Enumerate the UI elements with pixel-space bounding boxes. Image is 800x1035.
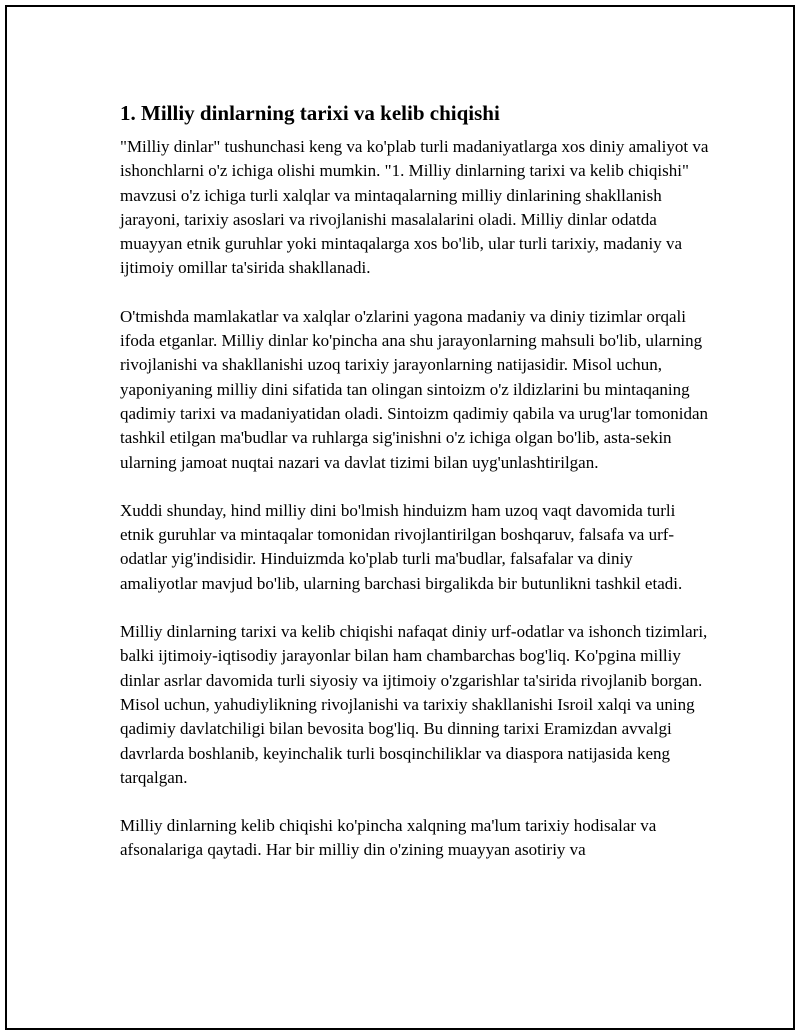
- section-title: 1. Milliy dinlarning tarixi va kelib chiqishi: [120, 101, 500, 125]
- paragraph-3: Xuddi shunday, hind milliy dini bo'lmish hinduizm ham uzoq vaqt davomida turli etnik guruhlar va mintaqalar tomonidan rivojlantirilgan boshqaruv, falsafa va urf-odatlar yig'indisidir. Hinduizmda ko'plab turli ma'budlar, falsafalar va diniy amaliyotlar mavjud bo'lib, ularning barchasi birgalikda bir butunlikni tashkil etadi.: [120, 500, 683, 593]
- paragraph-4: Milliy dinlarning tarixi va kelib chiqishi nafaqat diniy urf-odatlar va ishonch tizimlari, balki ijtimoiy-iqtisodiy jarayonlar bilan ham chambarchas bog'liq. Ko'pgina milliy dinlar asrlar davomida turli siyosiy va ijtimoiy o'zgarishlar ta'sirida rivojlanib borgan. Misol uchun, yahudiylikning rivojlanishi va tarixiy shakllanishi Isroil xalqi va uning qadimiy davlatchiligi bilan bevosita bog'liq. Bu dinning tarixi Eramizdan avvalgi davrlarda boshlanib, keyinchalik turli bosqinchiliklar va diaspora natijasida keng tarqalgan.: [120, 622, 708, 787]
- paragraph-5: Milliy dinlarning kelib chiqishi ko'pincha xalqning ma'lum tarixiy hodisalar va afsonalariga qaytadi. Har bir milliy din o'zining muayyan asotiriy va: [120, 816, 657, 860]
- document-content: [120, 98, 710, 887]
- document-page: [5, 5, 795, 1030]
- paragraph-1: "Milliy dinlar" tushunchasi keng va ko'plab turli madaniyatlarga xos diniy amaliyot va ishonchlarni o'z ichiga olishi mumkin. "1. Milliy dinlarning tarixi va kelib chiqishi" mavzusi o'z ichiga turli xalqlar va mintaqalarning milliy dinlarining shakllanish jarayoni, tarixiy asoslari va rivojlanishi masalalarini oladi. Milliy dinlar odatda muayyan etnik guruhlar yoki mintaqalarga xos bo'lib, ular turli tarixiy, madaniy va ijtimoiy omillar ta'sirida shakllanadi.: [120, 137, 709, 278]
- paragraph-2: O'tmishda mamlakatlar va xalqlar o'zlarini yagona madaniy va diniy tizimlar orqali ifoda etganlar. Milliy dinlar ko'pincha ana shu jarayonlarning mahsuli bo'lib, ularning rivojlanishi va shakllanishi uzoq tarixiy jarayonlarning natijasidir. Misol uchun, yaponiyaning milliy dini sifatida tan olingan sintoizm o'z ildizlarini bu mintaqaning qadimiy tarixi va madaniyatidan oladi. Sintoizm qadimiy qabila va urug'lar tomonidan tashkil etilgan ma'budlar va ruhlarga sig'inishni o'z ichiga olgan bo'lib, asta-sekin ularning jamoat nuqtai nazari va davlat tizimi bilan uyg'unlashtirilgan.: [120, 306, 709, 472]
